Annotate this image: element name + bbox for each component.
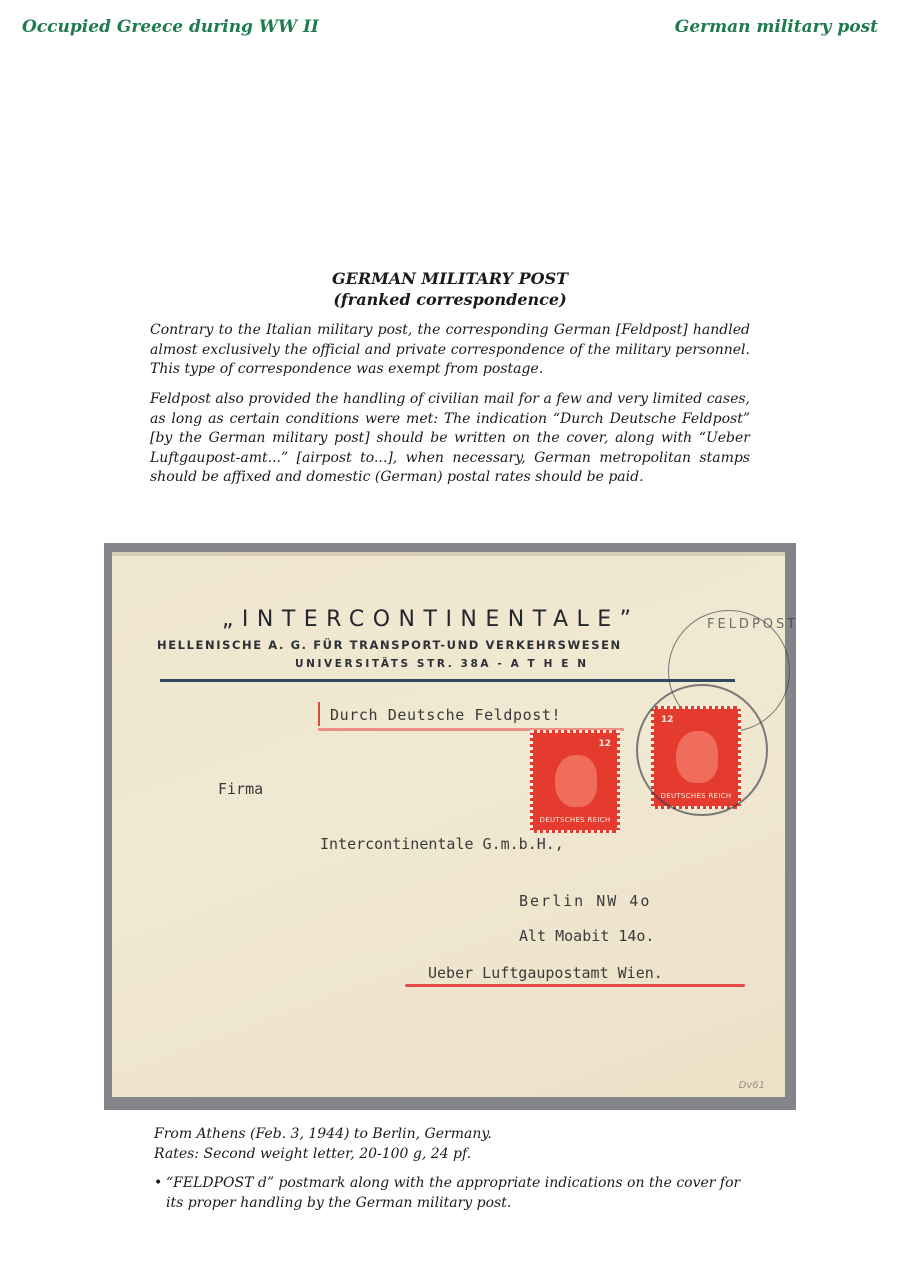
caption-bullet-text: “FELDPOST d” postmark along with the appropriate indications on the cover for its proper handling by the German military post. (166, 1175, 741, 1211)
postmark-text: FELDPOST (707, 617, 799, 632)
page-title (0, 268, 900, 310)
feldpost-marking: Durch Deutsche Feldpost! (330, 706, 562, 724)
header-right-title: German military post (674, 17, 878, 37)
company-name: „INTERCONTINENTALE” (222, 607, 640, 632)
addressee-name: Intercontinentale G.m.b.H., (320, 835, 564, 853)
cover-image-frame (104, 543, 799, 1110)
envelope-cover (112, 552, 799, 1097)
routing-red-underline (405, 984, 745, 987)
title-line-2: (franked correspondence) (333, 290, 567, 309)
envelope-top-edge (112, 552, 785, 556)
stamp-portrait (555, 755, 597, 807)
postmark-feldpost-d (636, 684, 768, 816)
header-left-title: Occupied Greece during WW II (22, 17, 319, 37)
routing-instruction: Ueber Luftgaupostamt Wien. (428, 964, 663, 982)
stamp-country: DEUTSCHES REICH (539, 816, 611, 824)
address-city: Berlin NW 4o (519, 892, 652, 910)
title-line-1: GERMAN MILITARY POST (331, 269, 569, 288)
stamp-value: 12 (598, 739, 611, 749)
caption-origin: From Athens (Feb. 3, 1944) to Berlin, Germany. (154, 1126, 492, 1142)
pencil-note: Dv61 (738, 1080, 765, 1091)
company-address: UNIVERSITÄTS STR. 38A - A T H E N (295, 658, 589, 670)
bullet-icon: • (154, 1175, 163, 1191)
stamp-12-pfennig-left (530, 730, 620, 833)
stamp-value: 12 (661, 715, 674, 725)
letterhead-rule (160, 679, 735, 682)
address-street: Alt Moabit 14o. (519, 927, 655, 945)
company-subtitle: HELLENISCHE A. G. FÜR TRANSPORT-UND VERKEHRSWESEN (157, 638, 622, 652)
caption-rates: Rates: Second weight letter, 20-100 g, 24 pf. (154, 1146, 472, 1162)
intro-paragraph-1: Contrary to the Italian military post, the corresponding German [Feldpost] handled almost exclusively the official and private correspondence of the military personnel. This type of correspondence was exempt from postage. (150, 322, 750, 378)
intro-paragraph-2: Feldpost also provided the handling of civilian mail for a few and very limited cases, as long as certain conditions were met: The indication “Durch Deutsche Feldpost” [by the German military post] should be written on the cover, along with “Ueber Luftgaupost-amt...” [airpost to...], when necessary, German metropolitan stamps should be affixed and domestic (German) postal rates should be paid. (150, 391, 750, 486)
caption-bullet (154, 1174, 754, 1214)
firma-label: Firma (218, 780, 264, 798)
stamp-country: DEUTSCHES REICH (660, 792, 732, 800)
